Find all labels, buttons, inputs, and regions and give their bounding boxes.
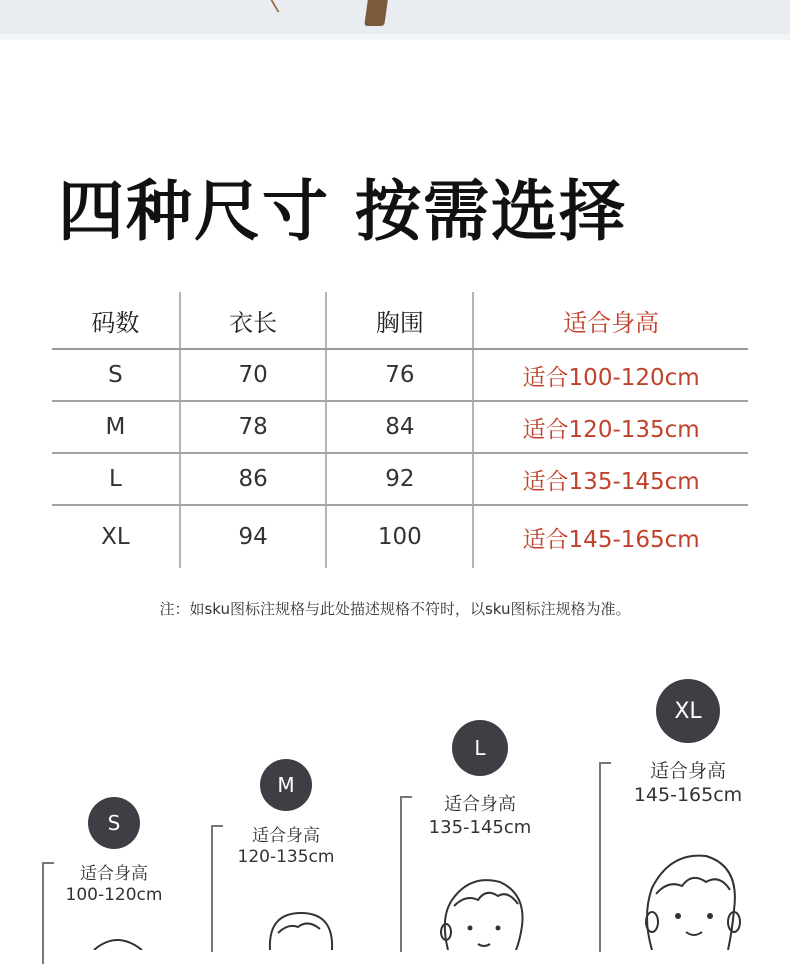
cell-length: 86 <box>180 453 327 505</box>
cell-height: 适合135-145cm <box>473 453 748 505</box>
table-row <box>52 349 748 401</box>
header-size: 码数 <box>52 292 180 349</box>
size-badge-xl: XL <box>656 679 720 743</box>
banner-decoration-stick <box>364 0 388 26</box>
fit-height-range: 100-120cm <box>65 885 163 906</box>
height-bracket-xl <box>599 762 611 952</box>
height-bracket-m <box>211 825 223 952</box>
size-badge-s: S <box>88 797 140 849</box>
fit-height-range: 145-165cm <box>633 783 743 806</box>
fit-height-range: 120-135cm <box>237 847 335 868</box>
header-length: 衣长 <box>180 292 327 349</box>
top-banner-edge <box>0 34 790 40</box>
cell-size: M <box>52 401 180 453</box>
cell-chest: 92 <box>326 453 473 505</box>
size-label-s <box>54 864 174 907</box>
fit-height-label: 适合身高 <box>444 794 516 815</box>
child-illustration-l <box>422 866 542 950</box>
cell-size: L <box>52 453 180 505</box>
size-label-xl <box>618 760 758 808</box>
size-note: 注：如sku图标注规格与此处描述规格不符时，以sku图标注规格为准。 <box>159 600 631 618</box>
fit-height-label: 适合身高 <box>649 760 726 782</box>
cell-length: 78 <box>180 401 327 453</box>
table-row <box>52 401 748 453</box>
size-label-m <box>226 826 346 869</box>
cell-chest: 100 <box>326 505 473 568</box>
top-banner-strip <box>0 0 790 34</box>
size-badge-m: M <box>260 759 312 811</box>
cell-height: 适合120-135cm <box>473 401 748 453</box>
cell-chest: 76 <box>326 349 473 401</box>
cell-length: 94 <box>180 505 327 568</box>
cell-size: XL <box>52 505 180 568</box>
table-row <box>52 453 748 505</box>
table-row <box>52 505 748 568</box>
child-illustration-xl <box>622 836 758 950</box>
height-bracket-s <box>42 862 54 964</box>
child-illustration-m <box>248 903 354 950</box>
size-label-l <box>415 794 545 839</box>
fit-height-label: 适合身高 <box>252 826 320 846</box>
cell-height: 适合145-165cm <box>522 526 700 553</box>
table-header-row <box>52 292 748 349</box>
cell-height: 适合100-120cm <box>473 349 748 401</box>
size-badge-l: L <box>452 720 508 776</box>
cell-size: S <box>52 349 180 401</box>
cell-length: 70 <box>180 349 327 401</box>
fit-height-label: 适合身高 <box>80 864 148 884</box>
header-height: 适合身高 <box>473 292 748 349</box>
height-bracket-l <box>400 796 412 952</box>
page-title: 四种尺寸 按需选择 <box>58 173 627 250</box>
cell-chest: 84 <box>326 401 473 453</box>
fit-height-range: 135-145cm <box>428 816 532 838</box>
header-chest: 胸围 <box>326 292 473 349</box>
child-illustration-s <box>72 936 162 950</box>
size-table <box>52 292 748 568</box>
